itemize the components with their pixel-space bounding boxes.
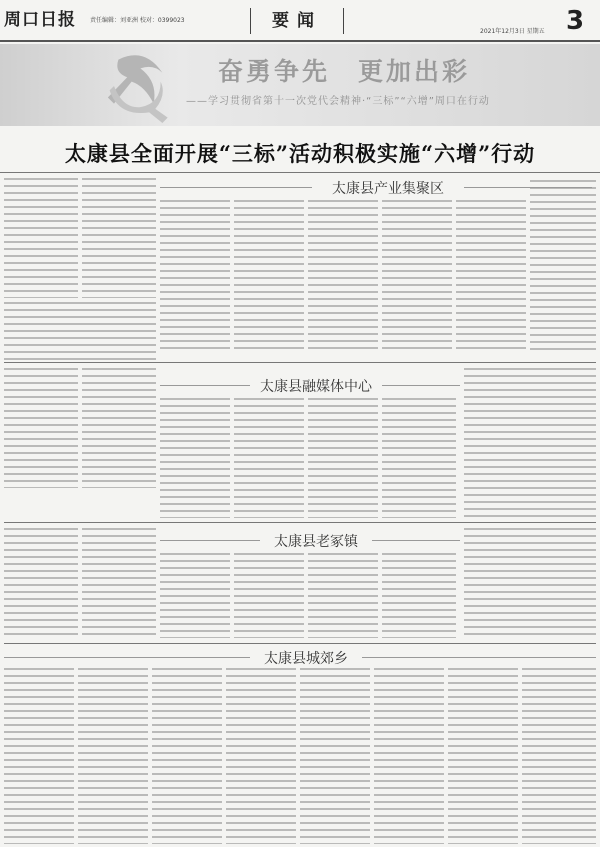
banner-slogan: 奋勇争先 更加出彩 [218,57,471,86]
section-4-col-4 [226,668,296,844]
section-2-title: 太康县融媒体中心 [250,376,382,396]
section-4-col-2 [78,668,148,844]
section-2-col-5 [464,368,596,518]
section-label: 要闻 [250,8,344,34]
section-1-col-6 [530,180,596,350]
divider-3 [4,643,596,644]
banner-subtitle: ——学习贯彻省第十一次党代会精神·“三标”“六增”周口在行动 [186,96,490,107]
section-2-left-col-1 [4,368,78,488]
section-1-col-1 [160,200,230,350]
section-3-left-col-2 [82,528,156,638]
divider-2 [4,522,596,523]
section-3-col-1 [160,553,230,638]
issue-date: 2021年12月3日 星期五 [480,28,545,35]
headline-rule [0,172,600,173]
section-2-col-4 [382,398,456,518]
section-4-col-1 [4,668,74,844]
intro-column-1 [4,178,78,298]
section-3-col-4 [382,553,456,638]
page-number: 3 [566,6,585,36]
party-emblem-icon [92,44,180,126]
section-1-title: 太康县产业集聚区 [312,178,464,198]
section-1-col-2 [234,200,304,350]
section-2-col-2 [234,398,304,518]
section-3-title: 太康县老冢镇 [260,531,372,551]
page-headline: 太康县全面开展“三标”活动积极实施“六增”行动 [64,141,536,166]
section-1-col-5 [456,200,526,350]
section-1-col-3 [308,200,378,350]
section-4-col-8 [522,668,596,844]
section-3-col-3 [308,553,378,638]
section-4-col-7 [448,668,518,844]
masthead [0,0,600,42]
editor-line: 责任编辑：刘亚洲 校对：0399023 [90,17,185,24]
section-2-col-1 [160,398,230,518]
section-4-col-6 [374,668,444,844]
section-3-left-col-1 [4,528,78,638]
divider-1 [4,362,596,363]
section-2-left-col-2 [82,368,156,488]
section-3-col-5 [464,528,596,638]
banner [0,44,600,126]
intro-column-2 [82,178,156,298]
newspaper-logo: 周口日报 [4,10,76,30]
section-4-col-3 [152,668,222,844]
section-3-col-2 [234,553,304,638]
section-1-col-4 [382,200,452,350]
section-2-col-3 [308,398,378,518]
section-4-title: 太康县城郊乡 [250,648,362,668]
section-4-col-5 [300,668,370,844]
intro-column-3 [4,302,156,362]
